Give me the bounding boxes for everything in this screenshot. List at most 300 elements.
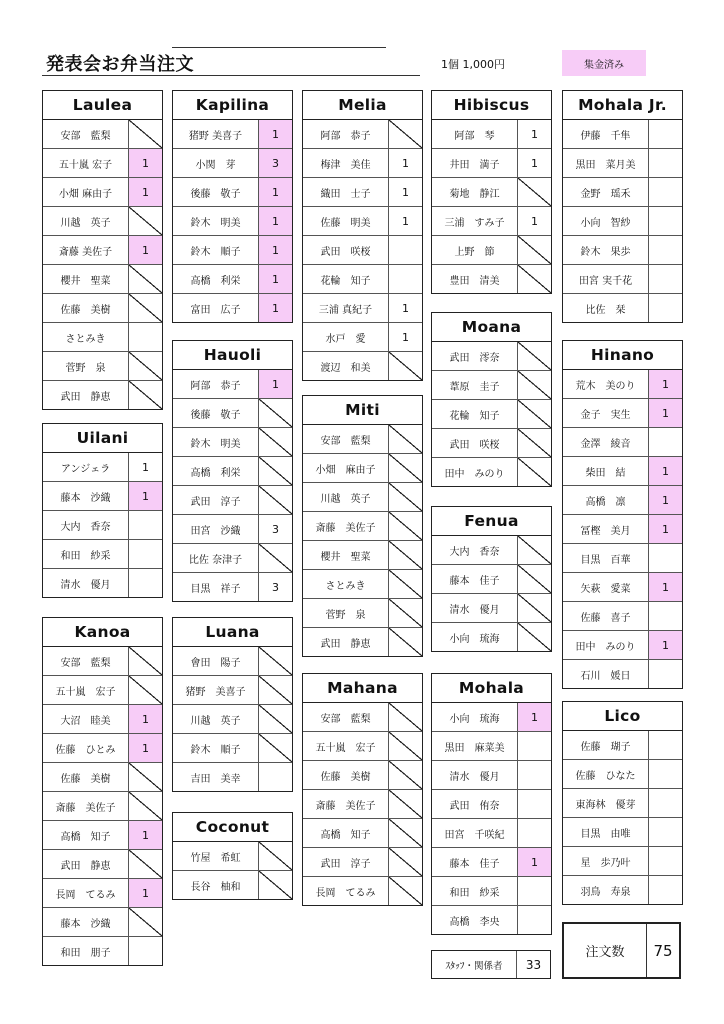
- member-name: 鈴木 果歩: [563, 236, 649, 264]
- order-qty: 1: [531, 214, 538, 228]
- member-row: [303, 454, 422, 483]
- member-row: [563, 370, 682, 399]
- staff-label: ｽﾀｯﾌ・関係者: [432, 951, 517, 978]
- order-qty: 1: [259, 207, 292, 235]
- member-row: [43, 236, 162, 265]
- group-name: Hinano: [563, 341, 682, 370]
- member-name: 大内 香奈: [432, 536, 518, 564]
- member-name: 藤本 沙織: [43, 482, 129, 510]
- member-name: 三浦 真紀子: [303, 294, 389, 322]
- member-name: 五十嵐 宏子: [303, 732, 389, 760]
- member-row: [563, 631, 682, 660]
- order-total-box: [562, 922, 681, 979]
- order-qty: [649, 544, 682, 572]
- member-row: [43, 734, 162, 763]
- order-qty: 1: [129, 821, 162, 849]
- staff-count-box: [431, 950, 551, 979]
- member-name: 清水 優月: [432, 594, 518, 622]
- member-row: [43, 265, 162, 294]
- member-name: 高橋 利栄: [173, 265, 259, 293]
- member-name: 長谷 柚和: [173, 871, 259, 899]
- member-name: 安部 藍梨: [43, 120, 129, 148]
- member-name: 五十嵐 宏子: [43, 676, 129, 704]
- order-qty-crossed-out: [259, 428, 292, 456]
- member-name: 柴田 結: [563, 457, 649, 485]
- order-qty: [129, 323, 162, 351]
- member-name: 櫻井 聖菜: [303, 541, 389, 569]
- order-total-value: 75: [653, 941, 673, 960]
- member-row: [173, 734, 292, 763]
- member-name: 羽鳥 寿泉: [563, 876, 649, 904]
- member-row: [563, 573, 682, 602]
- member-name: 田宮 実千花: [563, 265, 649, 293]
- member-name: 高橋 利栄: [173, 457, 259, 485]
- member-row: [43, 763, 162, 792]
- member-row: [432, 265, 551, 293]
- member-row: [43, 294, 162, 323]
- member-name: 斎藤 美佐子: [303, 790, 389, 818]
- member-row: [563, 602, 682, 631]
- order-qty: 1: [518, 703, 551, 731]
- member-row: [303, 265, 422, 294]
- member-row: [303, 703, 422, 732]
- member-name: 安部 藍梨: [43, 647, 129, 675]
- member-row: [303, 425, 422, 454]
- member-name: 高橋 凛: [563, 486, 649, 514]
- order-qty-crossed-out: [259, 676, 292, 704]
- member-name: 矢萩 愛菜: [563, 573, 649, 601]
- member-row: [563, 544, 682, 573]
- order-qty: 1: [259, 236, 292, 264]
- group-table: [42, 617, 163, 966]
- order-qty: [649, 207, 682, 235]
- member-name: 竹屋 希虹: [173, 842, 259, 870]
- order-qty-crossed-out: [389, 425, 422, 453]
- member-name: 斎藤 美佐子: [43, 236, 129, 264]
- member-row: [173, 399, 292, 428]
- member-name: さとみき: [43, 323, 129, 351]
- group-table: [562, 340, 683, 689]
- member-name: 會田 陽子: [173, 647, 259, 675]
- collected-legend: 集金済み: [562, 50, 646, 76]
- member-row: [173, 647, 292, 676]
- member-name: 金野 瑶禾: [563, 178, 649, 206]
- member-row: [303, 149, 422, 178]
- order-qty-crossed-out: [389, 541, 422, 569]
- order-qty-crossed-out: [389, 848, 422, 876]
- member-name: 猪野 美喜子: [173, 120, 259, 148]
- member-row: [173, 573, 292, 601]
- order-qty: 1: [129, 705, 162, 733]
- member-row: [173, 763, 292, 791]
- group-table: [302, 90, 423, 381]
- member-name: 武田 淳子: [173, 486, 259, 514]
- member-name: 佐藤 瑚子: [563, 731, 649, 759]
- group-name: Mohala Jr.: [563, 91, 682, 120]
- member-name: さとみき: [303, 570, 389, 598]
- member-row: [563, 847, 682, 876]
- member-name: 鈴木 順子: [173, 236, 259, 264]
- member-row: [563, 428, 682, 457]
- order-qty-crossed-out: [129, 120, 162, 148]
- order-qty: [649, 760, 682, 788]
- member-row: [303, 236, 422, 265]
- member-row: [303, 323, 422, 352]
- member-name: 目黒 百華: [563, 544, 649, 572]
- member-row: [303, 570, 422, 599]
- member-name: 鈴木 明美: [173, 207, 259, 235]
- group-table: [431, 90, 552, 294]
- member-name: 鈴木 明美: [173, 428, 259, 456]
- order-qty: [389, 236, 422, 264]
- member-name: 斎藤 美佐子: [43, 792, 129, 820]
- member-row: [43, 879, 162, 908]
- order-qty-crossed-out: [129, 676, 162, 704]
- member-row: [563, 399, 682, 428]
- order-qty: [649, 602, 682, 630]
- order-qty-crossed-out: [129, 792, 162, 820]
- group-table: [172, 617, 293, 792]
- member-name: アンジェラ: [43, 453, 129, 481]
- member-row: [563, 876, 682, 904]
- order-qty: [129, 511, 162, 539]
- order-qty: 1: [402, 185, 409, 199]
- order-qty: [518, 761, 551, 789]
- order-qty: 1: [259, 178, 292, 206]
- order-qty: [649, 294, 682, 322]
- member-name: 清水 優月: [43, 569, 129, 597]
- order-qty-crossed-out: [259, 842, 292, 870]
- member-row: [563, 294, 682, 322]
- member-name: 冨樫 美月: [563, 515, 649, 543]
- order-qty-crossed-out: [129, 294, 162, 322]
- order-qty-crossed-out: [129, 265, 162, 293]
- unit-price: 1個 1,000円: [441, 58, 505, 71]
- member-name: 小向 智紗: [563, 207, 649, 235]
- member-row: [432, 819, 551, 848]
- member-name: 東海林 優芽: [563, 789, 649, 817]
- member-name: 高橋 知子: [303, 819, 389, 847]
- order-qty-crossed-out: [389, 703, 422, 731]
- order-qty: [649, 818, 682, 846]
- order-qty-crossed-out: [259, 544, 292, 572]
- member-row: [43, 323, 162, 352]
- member-name: 織田 士子: [303, 178, 389, 206]
- member-name: 吉田 美幸: [173, 763, 259, 791]
- member-row: [303, 512, 422, 541]
- member-name: 武田 咲桜: [432, 429, 518, 457]
- order-qty-crossed-out: [129, 352, 162, 380]
- order-qty-crossed-out: [259, 486, 292, 514]
- member-name: 比佐 栞: [563, 294, 649, 322]
- order-qty-crossed-out: [518, 236, 551, 264]
- member-row: [173, 871, 292, 899]
- member-name: 星 歩乃叶: [563, 847, 649, 875]
- member-row: [173, 705, 292, 734]
- member-name: 黒田 菜月美: [563, 149, 649, 177]
- order-qty: [259, 763, 292, 791]
- group-table: [172, 90, 293, 323]
- member-row: [43, 937, 162, 965]
- member-name: 葦原 圭子: [432, 371, 518, 399]
- member-row: [173, 149, 292, 178]
- member-row: [43, 705, 162, 734]
- member-name: 花輪 知子: [303, 265, 389, 293]
- order-qty-crossed-out: [129, 850, 162, 878]
- member-row: [43, 381, 162, 409]
- order-qty-crossed-out: [129, 207, 162, 235]
- member-name: 清水 優月: [432, 761, 518, 789]
- order-qty: 1: [129, 879, 162, 907]
- member-row: [43, 908, 162, 937]
- member-name: 荒木 美のり: [563, 370, 649, 398]
- page-title: 発表会お弁当注文: [46, 54, 194, 75]
- member-name: 伊藤 千隼: [563, 120, 649, 148]
- member-row: [432, 400, 551, 429]
- order-qty: [649, 120, 682, 148]
- member-name: 佐藤 明美: [303, 207, 389, 235]
- group-table: [431, 673, 552, 935]
- member-row: [432, 458, 551, 486]
- order-qty: [649, 178, 682, 206]
- order-qty-crossed-out: [389, 761, 422, 789]
- order-qty: [649, 428, 682, 456]
- member-name: 小関 芽: [173, 149, 259, 177]
- member-name: 菊地 静江: [432, 178, 518, 206]
- group-table: [42, 423, 163, 598]
- member-row: [173, 544, 292, 573]
- order-qty: 3: [272, 580, 279, 594]
- member-row: [173, 515, 292, 544]
- group-table: [302, 673, 423, 906]
- member-name: 梅津 美佳: [303, 149, 389, 177]
- member-row: [432, 623, 551, 651]
- order-qty: [129, 540, 162, 568]
- group-name: Hauoli: [173, 341, 292, 370]
- order-qty: [518, 877, 551, 905]
- order-qty: 1: [129, 178, 162, 206]
- member-name: 猪野 美喜子: [173, 676, 259, 704]
- member-name: 鈴木 順子: [173, 734, 259, 762]
- order-qty: 1: [402, 301, 409, 315]
- order-qty-crossed-out: [518, 429, 551, 457]
- order-qty-crossed-out: [259, 647, 292, 675]
- order-qty: 1: [649, 631, 682, 659]
- order-qty: 1: [649, 399, 682, 427]
- member-name: 菅野 泉: [43, 352, 129, 380]
- member-name: 藤本 佳子: [432, 565, 518, 593]
- member-row: [563, 236, 682, 265]
- member-name: 佐藤 喜子: [563, 602, 649, 630]
- member-name: 大沼 睦美: [43, 705, 129, 733]
- member-row: [303, 207, 422, 236]
- order-qty-crossed-out: [129, 647, 162, 675]
- member-row: [303, 352, 422, 380]
- member-row: [173, 370, 292, 399]
- group-name: Uilani: [43, 424, 162, 453]
- group-name: Kapilina: [173, 91, 292, 120]
- member-row: [173, 676, 292, 705]
- member-name: 後藤 敬子: [173, 399, 259, 427]
- member-name: 佐藤 ひなた: [563, 760, 649, 788]
- member-name: 菅野 泉: [303, 599, 389, 627]
- order-qty: 3: [272, 522, 279, 536]
- order-qty: 1: [142, 460, 149, 474]
- member-name: 和田 朋子: [43, 937, 129, 965]
- member-name: 佐藤 ひとみ: [43, 734, 129, 762]
- member-row: [432, 877, 551, 906]
- group-table: [172, 812, 293, 900]
- member-row: [43, 178, 162, 207]
- order-qty: 1: [531, 156, 538, 170]
- member-name: 阿部 琴: [432, 120, 518, 148]
- order-qty-crossed-out: [518, 342, 551, 370]
- order-qty-crossed-out: [518, 536, 551, 564]
- member-row: [173, 842, 292, 871]
- member-row: [563, 818, 682, 847]
- group-name: Fenua: [432, 507, 551, 536]
- member-name: 武田 静恵: [43, 850, 129, 878]
- order-qty: 1: [649, 370, 682, 398]
- order-qty-crossed-out: [389, 512, 422, 540]
- group-table: [302, 395, 423, 657]
- member-row: [563, 120, 682, 149]
- member-name: 金澤 綾音: [563, 428, 649, 456]
- order-qty: [649, 789, 682, 817]
- order-qty: [649, 265, 682, 293]
- member-row: [563, 207, 682, 236]
- member-row: [173, 294, 292, 322]
- order-qty: [129, 937, 162, 965]
- member-name: 大内 香奈: [43, 511, 129, 539]
- member-name: 高橋 李央: [432, 906, 518, 934]
- member-name: 武田 侑奈: [432, 790, 518, 818]
- member-row: [432, 565, 551, 594]
- member-name: 武田 静恵: [43, 381, 129, 409]
- member-name: 和田 紗采: [432, 877, 518, 905]
- member-row: [432, 594, 551, 623]
- member-row: [303, 790, 422, 819]
- member-name: 田宮 千咲紀: [432, 819, 518, 847]
- order-qty: 1: [259, 370, 292, 398]
- member-name: 武田 静恵: [303, 628, 389, 656]
- order-qty: [518, 790, 551, 818]
- member-row: [43, 120, 162, 149]
- member-name: 武田 咲桜: [303, 236, 389, 264]
- member-name: 佐藤 美樹: [303, 761, 389, 789]
- order-qty: [649, 660, 682, 688]
- member-row: [173, 207, 292, 236]
- member-name: 田宮 沙織: [173, 515, 259, 543]
- member-name: 小畑 麻由子: [303, 454, 389, 482]
- member-row: [173, 486, 292, 515]
- member-row: [563, 789, 682, 818]
- member-name: 藤本 沙織: [43, 908, 129, 936]
- order-qty: [649, 731, 682, 759]
- order-qty-crossed-out: [259, 871, 292, 899]
- member-row: [303, 819, 422, 848]
- member-row: [43, 207, 162, 236]
- order-qty: 1: [402, 330, 409, 344]
- member-row: [173, 457, 292, 486]
- member-row: [432, 848, 551, 877]
- member-name: 安部 藍梨: [303, 425, 389, 453]
- order-qty-crossed-out: [259, 399, 292, 427]
- member-name: 比佐 奈津子: [173, 544, 259, 572]
- member-name: 櫻井 聖菜: [43, 265, 129, 293]
- member-row: [563, 731, 682, 760]
- member-name: 田中 みのり: [563, 631, 649, 659]
- member-row: [43, 821, 162, 850]
- order-qty-crossed-out: [389, 352, 422, 380]
- group-name: Kanoa: [43, 618, 162, 647]
- staff-value: 33: [525, 957, 542, 972]
- order-qty-crossed-out: [389, 483, 422, 511]
- group-table: [172, 340, 293, 602]
- member-name: 花輪 知子: [432, 400, 518, 428]
- member-row: [303, 848, 422, 877]
- member-name: 小向 琉海: [432, 623, 518, 651]
- member-name: 武田 淳子: [303, 848, 389, 876]
- member-name: 安部 藍梨: [303, 703, 389, 731]
- order-qty-crossed-out: [259, 705, 292, 733]
- member-row: [303, 761, 422, 790]
- member-row: [303, 541, 422, 570]
- member-name: 石川 媛日: [563, 660, 649, 688]
- member-row: [563, 457, 682, 486]
- member-row: [563, 265, 682, 294]
- member-name: 高橋 知子: [43, 821, 129, 849]
- member-row: [432, 536, 551, 565]
- order-qty: 1: [402, 214, 409, 228]
- member-row: [43, 482, 162, 511]
- member-name: 金子 実生: [563, 399, 649, 427]
- order-qty-crossed-out: [389, 454, 422, 482]
- member-name: 富田 広子: [173, 294, 259, 322]
- group-table: [431, 506, 552, 652]
- member-row: [432, 178, 551, 207]
- order-qty: [649, 876, 682, 904]
- order-qty: [518, 732, 551, 760]
- member-row: [432, 207, 551, 236]
- member-name: 阿部 恭子: [173, 370, 259, 398]
- member-row: [43, 540, 162, 569]
- order-qty-crossed-out: [129, 763, 162, 791]
- group-table: [42, 90, 163, 410]
- member-row: [173, 265, 292, 294]
- member-name: 川越 英子: [303, 483, 389, 511]
- order-qty-crossed-out: [129, 908, 162, 936]
- group-name: Moana: [432, 313, 551, 342]
- member-row: [303, 877, 422, 905]
- order-qty: 1: [129, 149, 162, 177]
- member-row: [303, 483, 422, 512]
- member-row: [43, 511, 162, 540]
- order-qty-crossed-out: [389, 628, 422, 656]
- order-qty-crossed-out: [389, 732, 422, 760]
- group-name: Melia: [303, 91, 422, 120]
- order-qty: 1: [129, 482, 162, 510]
- order-qty-crossed-out: [259, 457, 292, 485]
- member-row: [303, 294, 422, 323]
- member-row: [43, 569, 162, 597]
- member-row: [173, 428, 292, 457]
- member-name: 後藤 敬子: [173, 178, 259, 206]
- member-row: [303, 732, 422, 761]
- member-name: 小向 琉海: [432, 703, 518, 731]
- member-row: [563, 660, 682, 688]
- group-name: Hibiscus: [432, 91, 551, 120]
